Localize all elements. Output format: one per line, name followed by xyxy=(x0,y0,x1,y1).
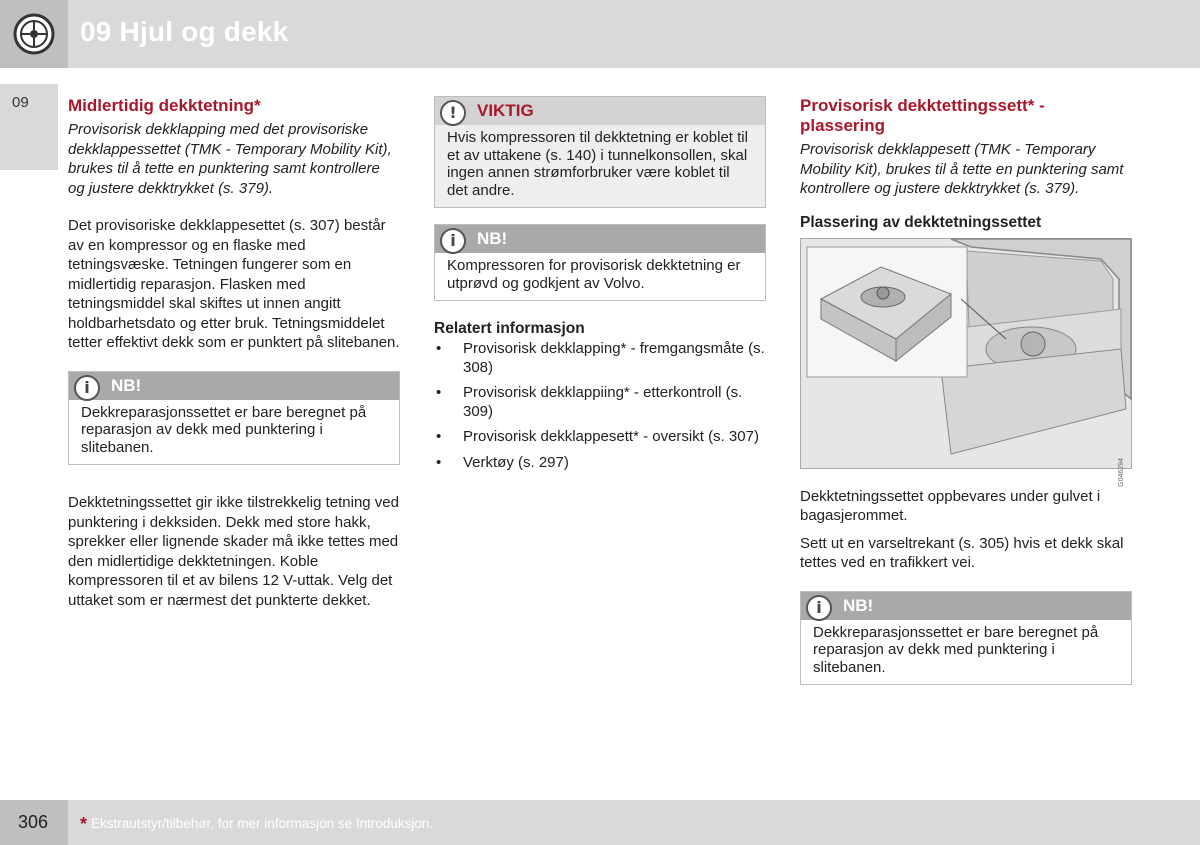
note-text: Kompressoren for provisorisk dekktetning er utprøvd og godkjent av Volvo. xyxy=(435,253,765,300)
note-box-header xyxy=(435,225,765,253)
note-box-header xyxy=(801,592,1131,620)
warning-box-header xyxy=(435,97,765,125)
footnote-text: Ekstrautstyr/tilbehør, for mer informasjon se Introduksjon. xyxy=(91,816,434,831)
list-item[interactable]: • Provisorisk dekklappiing* - etterkontroll (s. 309) xyxy=(436,384,743,420)
body-paragraph: Dekktetningssettet gir ikke tilstrekkelig tetning ved punktering i dekksiden. Dekk med store hakk, sprekker eller lignende skader må ikke tettes med den midlertidige dekktetningen. Koble kompressoren til et av bilens 12 V-uttak. Velg det uttaket som er nærmest det punkterte dekket. xyxy=(68,494,399,609)
related-list xyxy=(434,340,766,472)
body-paragraph: Sett ut en varseltrekant (s. 305) hvis et dekk skal tettes ved en trafikkert vei. xyxy=(800,534,1124,571)
section-heading: Midlertidig dekktetning* xyxy=(68,96,261,115)
note-label: NB! xyxy=(477,229,508,248)
related-heading: Relatert informasjon xyxy=(434,320,585,337)
list-item[interactable]: • Provisorisk dekklappesett* - oversikt (s. 307) xyxy=(436,428,759,445)
column-middle xyxy=(434,96,766,479)
related-link[interactable]: Verktøy (s. 297) xyxy=(463,453,569,471)
note-box xyxy=(68,371,400,466)
column-right xyxy=(800,96,1132,713)
related-link[interactable]: Provisorisk dekklapping* - fremgangsmåte (s. 308) xyxy=(463,340,765,376)
figure-code: G046294 xyxy=(1118,457,1125,487)
list-item[interactable]: • Verktøy (s. 297) xyxy=(436,453,569,471)
info-icon: i xyxy=(806,595,832,621)
note-box-header xyxy=(69,372,399,400)
body-paragraph: Dekktetningssettet oppbevares under gulvet i bagasjerommet. xyxy=(800,487,1101,524)
chapter-icon-box xyxy=(0,0,68,68)
note-box xyxy=(434,224,766,301)
info-icon: i xyxy=(440,228,466,254)
page-title: 09 Hjul og dekk xyxy=(80,16,289,47)
section-heading: Provisorisk dekktettingssett* - plassering xyxy=(800,96,1045,135)
page-header xyxy=(0,0,1200,68)
warning-text: Hvis kompressoren til dekktetning er koblet til et av uttakene (s. 140) i tunnelkonsollen, skal ingen annen strømforbruker være koblet til det andre. xyxy=(435,125,765,207)
note-text: Dekkreparasjonssettet er bare beregnet på reparasjon av dekk med punktering i slitebanen. xyxy=(801,620,1131,685)
page-footer xyxy=(0,800,1200,845)
body-paragraph: Det provisoriske dekklappesettet (s. 307) består av en kompressor og en flaske med tetningsvæske. Tetningen fungerer som en midlertidig reparasjon. Flasken med tetningsmiddel skal skiftes ut innen angitt holdbarhetsdato og etter bruk. Tetningsmiddelet tetter effektivt dekk som er punktert på slitebanen. xyxy=(68,217,400,351)
warning-box xyxy=(434,96,766,208)
section-intro: Provisorisk dekklapping med det provisoriske dekklappessettet (TMK - Temporary Mobility Kit), brukes til å tette en punktering samt kontrollere og justere dekktrykket (s. 379). xyxy=(68,121,392,197)
figure-heading: Plassering av dekktetningssettet xyxy=(800,213,1042,231)
info-icon: i xyxy=(74,375,100,401)
related-link[interactable]: Provisorisk dekklappesett* - oversikt (s. 307) xyxy=(463,428,759,445)
tire-kit-location-image xyxy=(801,239,1131,468)
footer-note xyxy=(80,814,433,835)
page-number: 306 xyxy=(18,812,49,832)
footnote-star: * xyxy=(80,814,88,834)
note-label: NB! xyxy=(111,375,142,395)
warning-label: VIKTIG xyxy=(477,101,534,120)
exclamation-icon: ! xyxy=(440,100,466,126)
trunk-illustration xyxy=(800,238,1132,487)
related-link[interactable]: Provisorisk dekklappiing* - etterkontroll (s. 309) xyxy=(463,384,743,420)
wheel-icon xyxy=(0,0,68,68)
chapter-tab xyxy=(0,84,58,170)
section-intro: Provisorisk dekklappesett (TMK - Temporary Mobility Kit), brukes til å tette en punktering samt kontrollere og justere dekktrykket (s. 379). xyxy=(800,141,1124,197)
column-left xyxy=(68,96,400,628)
note-box xyxy=(800,591,1132,686)
chapter-number: 09 xyxy=(12,94,29,111)
list-item[interactable]: • Provisorisk dekklapping* - fremgangsmåte (s. 308) xyxy=(436,340,765,376)
note-text: Dekkreparasjonssettet er bare beregnet på reparasjon av dekk med punktering i slitebanen. xyxy=(69,400,399,465)
note-label: NB! xyxy=(843,595,874,615)
page-number-box xyxy=(0,800,68,845)
